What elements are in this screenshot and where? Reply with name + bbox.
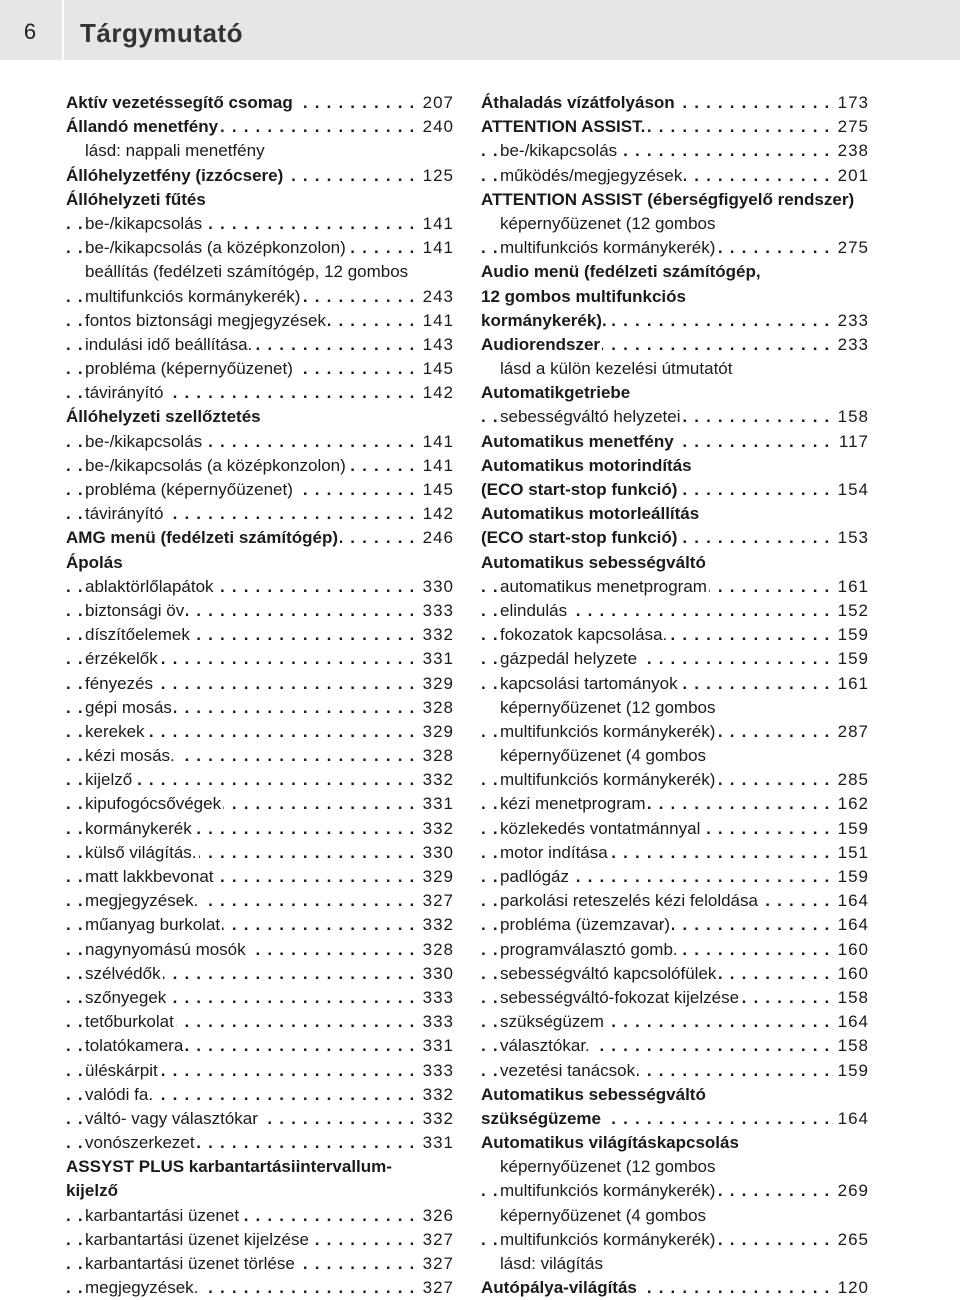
entry-label: karbantartási üzenet törlése [85, 1254, 295, 1273]
entry-label: kijelző [85, 770, 133, 790]
entry-label: Állóhelyzetfény (izzócsere) [66, 165, 284, 185]
index-heading [481, 502, 869, 526]
entry-label: tolatókamera [85, 1036, 184, 1056]
page-reference: 333 [419, 986, 454, 1010]
entry-label: kormánykerék). [481, 310, 607, 330]
page-reference: 333 [419, 1059, 454, 1083]
entry-label: nagynyomású mosók [85, 939, 246, 959]
entry-label: (ECO start-stop funkció) [481, 480, 678, 499]
entry-label: valódi fa. [85, 1084, 154, 1104]
index-subentry [66, 792, 454, 816]
index-subentry [481, 744, 869, 768]
entry-label: vonószerkezet [85, 1133, 195, 1153]
index-heading [66, 526, 454, 550]
entry-label: szükségüzem [500, 1012, 604, 1032]
index-subentry [66, 1276, 454, 1300]
index-heading [481, 1107, 869, 1131]
index-subentry [481, 357, 869, 381]
entry-label: padlógáz [500, 867, 570, 886]
index-subentry [481, 1034, 869, 1058]
page-reference: 330 [419, 575, 454, 599]
index-subentry [481, 236, 869, 260]
page-reference: 141 [419, 430, 454, 454]
entry-label: Automatikus menetfény [481, 431, 674, 451]
page-reference: 158 [834, 986, 869, 1010]
entry-label: AMG menü (fedélzeti számítógép) [66, 528, 339, 548]
entry-label: távirányító [85, 383, 164, 403]
entry-label: lásd: nappali menetfény [85, 141, 265, 161]
entry-label: szükségüzeme [481, 1108, 601, 1128]
index-heading [481, 478, 869, 502]
entry-label: lásd a külön kezelési útmutatót [500, 359, 733, 379]
index-heading [481, 430, 869, 454]
page-reference: 164 [834, 1010, 869, 1034]
entry-label: lásd: világítás [500, 1254, 603, 1273]
entry-label: képernyőüzenet (4 gombos [500, 746, 707, 766]
entry-label: multifunkciós kormánykerék) [500, 1229, 716, 1249]
index-subentry [481, 1179, 869, 1203]
page-reference: 154 [834, 478, 869, 502]
entry-label: Áthaladás vízátfolyáson [481, 93, 675, 112]
entry-label: megjegyzések. [85, 891, 199, 911]
entry-label: probléma (képernyőüzenet) [85, 359, 293, 379]
entry-label: érzékelők [85, 649, 158, 669]
entry-label: képernyőüzenet (4 gombos [500, 1205, 707, 1225]
entry-label: motor indítása [500, 842, 608, 862]
entry-label: karbantartási üzenet kijelzése [85, 1229, 309, 1249]
page-reference: 240 [419, 115, 454, 139]
page-reference: 159 [834, 647, 869, 671]
index-subentry [481, 1155, 869, 1179]
page-reference: 120 [834, 1276, 869, 1300]
index-subentry [66, 841, 454, 865]
page-reference: 329 [419, 865, 454, 889]
index-heading [481, 381, 869, 405]
page-reference: 159 [834, 817, 869, 841]
page-reference: 153 [834, 526, 869, 550]
index-subentry [66, 139, 454, 163]
index-subentry [481, 1010, 869, 1034]
entry-label: karbantartási üzenet [85, 1205, 240, 1225]
entry-label: vezetési tanácsok [500, 1060, 636, 1080]
entry-label: szőnyegek [85, 987, 167, 1007]
index-heading [66, 1179, 454, 1203]
entry-label: 12 gombos multifunkciós [481, 286, 686, 306]
index-subentry [66, 260, 454, 284]
page-reference: 145 [419, 478, 454, 502]
page-reference: 125 [419, 164, 454, 188]
index-heading [66, 115, 454, 139]
entry-label: ablaktörlőlapátok [85, 576, 214, 596]
entry-label: be-/kikapcsolás [85, 213, 203, 233]
index-heading [66, 551, 454, 575]
page-reference: 328 [419, 938, 454, 962]
index-heading [481, 91, 869, 115]
page-reference: 332 [419, 768, 454, 792]
index-subentry [66, 575, 454, 599]
entry-label: multifunkciós kormánykerék) [500, 238, 716, 258]
index-subentry [481, 841, 869, 865]
index-subentry [481, 938, 869, 962]
entry-label: kézi menetprogram [500, 794, 646, 814]
index-subentry [481, 599, 869, 623]
index-heading [66, 405, 454, 429]
page-reference: 233 [834, 309, 869, 333]
entry-label: fényezés [85, 673, 154, 693]
index-subentry [481, 768, 869, 792]
page-reference: 164 [834, 1107, 869, 1131]
entry-label: váltó- vagy választókar [85, 1108, 258, 1128]
page-reference: 327 [419, 1276, 454, 1300]
index-subentry [481, 889, 869, 913]
index-subentry [481, 672, 869, 696]
index-subentry [481, 212, 869, 236]
index-subentry [66, 333, 454, 357]
page-reference: 332 [419, 1107, 454, 1131]
entry-label: be-/kikapcsolás [85, 431, 203, 451]
index-heading [481, 526, 869, 550]
index-subentry [481, 962, 869, 986]
index-subentry [481, 623, 869, 647]
entry-label: sebességváltó helyzetei [500, 407, 681, 427]
page-reference: 161 [834, 672, 869, 696]
entry-label: Audio menü (fedélzeti számítógép, [481, 262, 761, 282]
entry-label: ASSYST PLUS karbantartásiintervallum- [66, 1157, 392, 1177]
index-heading [481, 454, 869, 478]
entry-label: kapcsolási tartományok [500, 673, 678, 693]
page-reference: 164 [834, 913, 869, 937]
index-subentry [66, 1034, 454, 1058]
index-subentry [66, 430, 454, 454]
index-subentry [66, 696, 454, 720]
entry-label: be-/kikapcsolás (a középkonzolon) [85, 455, 346, 475]
index-subentry [66, 913, 454, 937]
entry-label: Automatikus világításkapcsolás [481, 1133, 739, 1153]
page-reference: 161 [834, 575, 869, 599]
index-subentry [66, 865, 454, 889]
entry-label: kipufogócsővégek [85, 794, 222, 814]
page-reference: 331 [419, 792, 454, 816]
index-subentry [66, 502, 454, 526]
index-heading [66, 1155, 454, 1179]
entry-label: Automatikus motorindítás [481, 455, 692, 475]
page-reference: 327 [419, 889, 454, 913]
page-reference: 238 [834, 139, 869, 163]
index-subentry [481, 1204, 869, 1228]
index-subentry [66, 889, 454, 913]
index-heading [66, 91, 454, 115]
page-reference: 141 [419, 454, 454, 478]
page-reference: 207 [419, 91, 454, 115]
index-subentry [481, 647, 869, 671]
entry-label: megjegyzések. [85, 1278, 199, 1298]
entry-label: be-/kikapcsolás [500, 141, 618, 161]
index-subentry [66, 1059, 454, 1083]
entry-label: multifunkciós kormánykerék) [500, 1181, 716, 1201]
page-reference: 117 [835, 430, 869, 454]
entry-label: szélvédők [85, 963, 161, 983]
page-reference: 143 [419, 333, 454, 357]
index-subentry [66, 1228, 454, 1252]
entry-label: képernyőüzenet (12 gombos [500, 1157, 716, 1177]
entry-label: Automatikus motorleállítás [481, 504, 700, 524]
index-heading [481, 333, 869, 357]
index-subentry [66, 986, 454, 1010]
index-subentry [66, 357, 454, 381]
index-heading [66, 188, 454, 212]
entry-label: díszítőelemek [85, 625, 190, 645]
index-subentry [66, 212, 454, 236]
index-subentry [481, 164, 869, 188]
index-subentry [66, 1131, 454, 1155]
page-reference: 141 [419, 236, 454, 260]
entry-label: ATTENTION ASSIST. [481, 117, 646, 137]
entry-label: képernyőüzenet (12 gombos [500, 213, 716, 233]
index-subentry [66, 672, 454, 696]
index-subentry [66, 623, 454, 647]
entry-label: biztonsági öv [85, 600, 185, 620]
entry-label: sebességváltó-fokozat kijelzése [500, 987, 740, 1007]
entry-label: működés/megjegyzések [500, 165, 683, 185]
page-reference: 145 [419, 357, 454, 381]
entry-label: Automatikus sebességváltó [481, 1084, 706, 1104]
index-subentry [66, 647, 454, 671]
entry-label: fontos biztonsági megjegyzések [85, 310, 326, 330]
index-subentry [481, 792, 869, 816]
entry-label: (ECO start-stop funkció) [481, 528, 678, 548]
entry-label: programválasztó gomb. [500, 939, 678, 959]
index-heading [66, 164, 454, 188]
page-number: 6 [23, 19, 37, 44]
index-subentry [66, 720, 454, 744]
index-subentry [66, 309, 454, 333]
entry-label: ATTENTION ASSIST (éberségfigyelő rendszer) [481, 189, 855, 209]
index-heading [481, 285, 869, 309]
index-heading [481, 309, 869, 333]
page-reference: 159 [834, 865, 869, 889]
entry-label: be-/kikapcsolás (a középkonzolon) [85, 238, 346, 258]
entry-label: matt lakkbevonat [85, 867, 214, 886]
entry-label: Állóhelyzeti fűtés [66, 189, 206, 209]
index-subentry [481, 913, 869, 937]
index-subentry [66, 768, 454, 792]
index-column-left [66, 91, 454, 1300]
page-reference: 158 [834, 1034, 869, 1058]
page-reference: 331 [419, 647, 454, 671]
entry-label: kézi mosás. [85, 746, 175, 766]
entry-label: fokozatok kapcsolása. [500, 625, 668, 645]
entry-label: műanyag burkolat [85, 915, 221, 935]
page-reference: 332 [419, 817, 454, 841]
index-subentry [66, 1010, 454, 1034]
page-reference: 328 [419, 696, 454, 720]
index-subentry [66, 817, 454, 841]
entry-label: elindulás [500, 600, 568, 620]
page-reference: 158 [834, 405, 869, 429]
entry-label: kormánykerék [85, 818, 192, 838]
entry-label: üléskárpit [85, 1060, 158, 1080]
page-reference: 233 [834, 333, 869, 357]
page-reference: 331 [419, 1034, 454, 1058]
entry-label: kijelző [66, 1181, 118, 1201]
index-subentry [481, 720, 869, 744]
page-reference: 327 [419, 1228, 454, 1252]
entry-label: probléma (üzemzavar) [500, 915, 671, 935]
page-reference: 275 [834, 115, 869, 139]
entry-label: kerekek [85, 721, 145, 741]
entry-label: Ápolás [66, 552, 123, 572]
page-reference: 330 [419, 962, 454, 986]
index-subentry [66, 962, 454, 986]
index-subentry [66, 478, 454, 502]
page-reference: 159 [834, 623, 869, 647]
page-reference: 285 [834, 768, 869, 792]
page-reference: 142 [419, 381, 454, 405]
page-reference: 269 [834, 1179, 869, 1203]
entry-label: Állóhelyzeti szellőztetés [66, 407, 261, 427]
page-reference: 152 [834, 599, 869, 623]
index-subentry [66, 236, 454, 260]
page-reference: 329 [419, 720, 454, 744]
index-subentry [481, 817, 869, 841]
index-subentry [481, 1059, 869, 1083]
page-reference: 141 [419, 212, 454, 236]
index-subentry [66, 285, 454, 309]
index-subentry [66, 744, 454, 768]
entry-label: Audiorendszer [481, 334, 601, 354]
page-reference: 151 [834, 841, 869, 865]
index-subentry [66, 454, 454, 478]
page-reference: 332 [419, 623, 454, 647]
page-reference: 265 [834, 1228, 869, 1252]
page-reference: 173 [834, 91, 869, 115]
entry-label: Állandó menetfény [66, 117, 219, 137]
page-reference: 243 [419, 285, 454, 309]
index-subentry [481, 865, 869, 889]
index-subentry [481, 1252, 869, 1276]
entry-label: automatikus menetprogram [500, 576, 707, 596]
page-reference: 332 [419, 913, 454, 937]
index-subentry [66, 1204, 454, 1228]
entry-label: választókar. [500, 1036, 590, 1056]
page-reference: 141 [419, 309, 454, 333]
page-reference: 333 [419, 599, 454, 623]
page-reference: 327 [419, 1252, 454, 1276]
index-subentry [66, 381, 454, 405]
page-reference: 326 [419, 1204, 454, 1228]
entry-label: gépi mosás [85, 697, 172, 717]
entry-label: probléma (képernyőüzenet) [85, 480, 293, 499]
entry-label: parkolási reteszelés kézi feloldása [500, 891, 758, 911]
entry-label: távirányító [85, 504, 164, 524]
index-subentry [66, 1083, 454, 1107]
entry-label: beállítás (fedélzeti számítógép, 12 gombos [85, 262, 409, 282]
entry-label: tetőburkolat [85, 1012, 174, 1032]
index-subentry [481, 986, 869, 1010]
index-heading [481, 1276, 869, 1300]
entry-label: sebességváltó kapcsolófülek [500, 963, 717, 983]
index-subentry [66, 1107, 454, 1131]
entry-label: indulási idő beállítása. [85, 334, 253, 354]
page-reference: 333 [419, 1010, 454, 1034]
index-heading [481, 1131, 869, 1155]
page-reference: 330 [419, 841, 454, 865]
entry-label: Autópálya-világítás [481, 1278, 637, 1298]
entry-label: gázpedál helyzete [500, 649, 638, 669]
page-reference: 160 [834, 938, 869, 962]
page-header [0, 0, 960, 60]
page-title: Tárgymutató [80, 18, 243, 48]
page-reference: 201 [834, 164, 869, 188]
entry-label: Automatikus sebességváltó [481, 552, 706, 572]
index-subentry [66, 1252, 454, 1276]
page-reference: 332 [419, 1083, 454, 1107]
page-reference: 329 [419, 672, 454, 696]
index-heading [481, 115, 869, 139]
entry-label: közlekedés vontatmánnyal [500, 818, 701, 838]
index-heading [481, 551, 869, 575]
index-heading [481, 1083, 869, 1107]
index-heading [481, 260, 869, 284]
page-reference: 331 [419, 1131, 454, 1155]
index-subentry [66, 938, 454, 962]
entry-label: külső világítás. [85, 842, 197, 862]
entry-label: multifunkciós kormánykerék) [85, 286, 301, 306]
index-column-right [481, 91, 869, 1300]
page-reference: 142 [419, 502, 454, 526]
index-subentry [481, 575, 869, 599]
page-reference: 275 [834, 236, 869, 260]
page-reference: 287 [834, 720, 869, 744]
page-reference: 164 [834, 889, 869, 913]
entry-label: Aktív vezetéssegítő csomag [66, 93, 293, 112]
entry-label: multifunkciós kormánykerék) [500, 770, 716, 790]
page-reference: 160 [834, 962, 869, 986]
index-subentry [481, 405, 869, 429]
index-subentry [481, 1228, 869, 1252]
page-reference: 246 [419, 526, 454, 550]
page-reference: 159 [834, 1059, 869, 1083]
page-reference: 162 [834, 792, 869, 816]
entry-label: képernyőüzenet (12 gombos [500, 697, 716, 717]
index-subentry [481, 696, 869, 720]
header-divider [62, 0, 64, 60]
entry-label: Automatikgetriebe [481, 383, 631, 403]
index-subentry [481, 139, 869, 163]
entry-label: multifunkciós kormánykerék) [500, 721, 716, 741]
index-heading [481, 188, 869, 212]
index-subentry [66, 599, 454, 623]
page-reference: 328 [419, 744, 454, 768]
